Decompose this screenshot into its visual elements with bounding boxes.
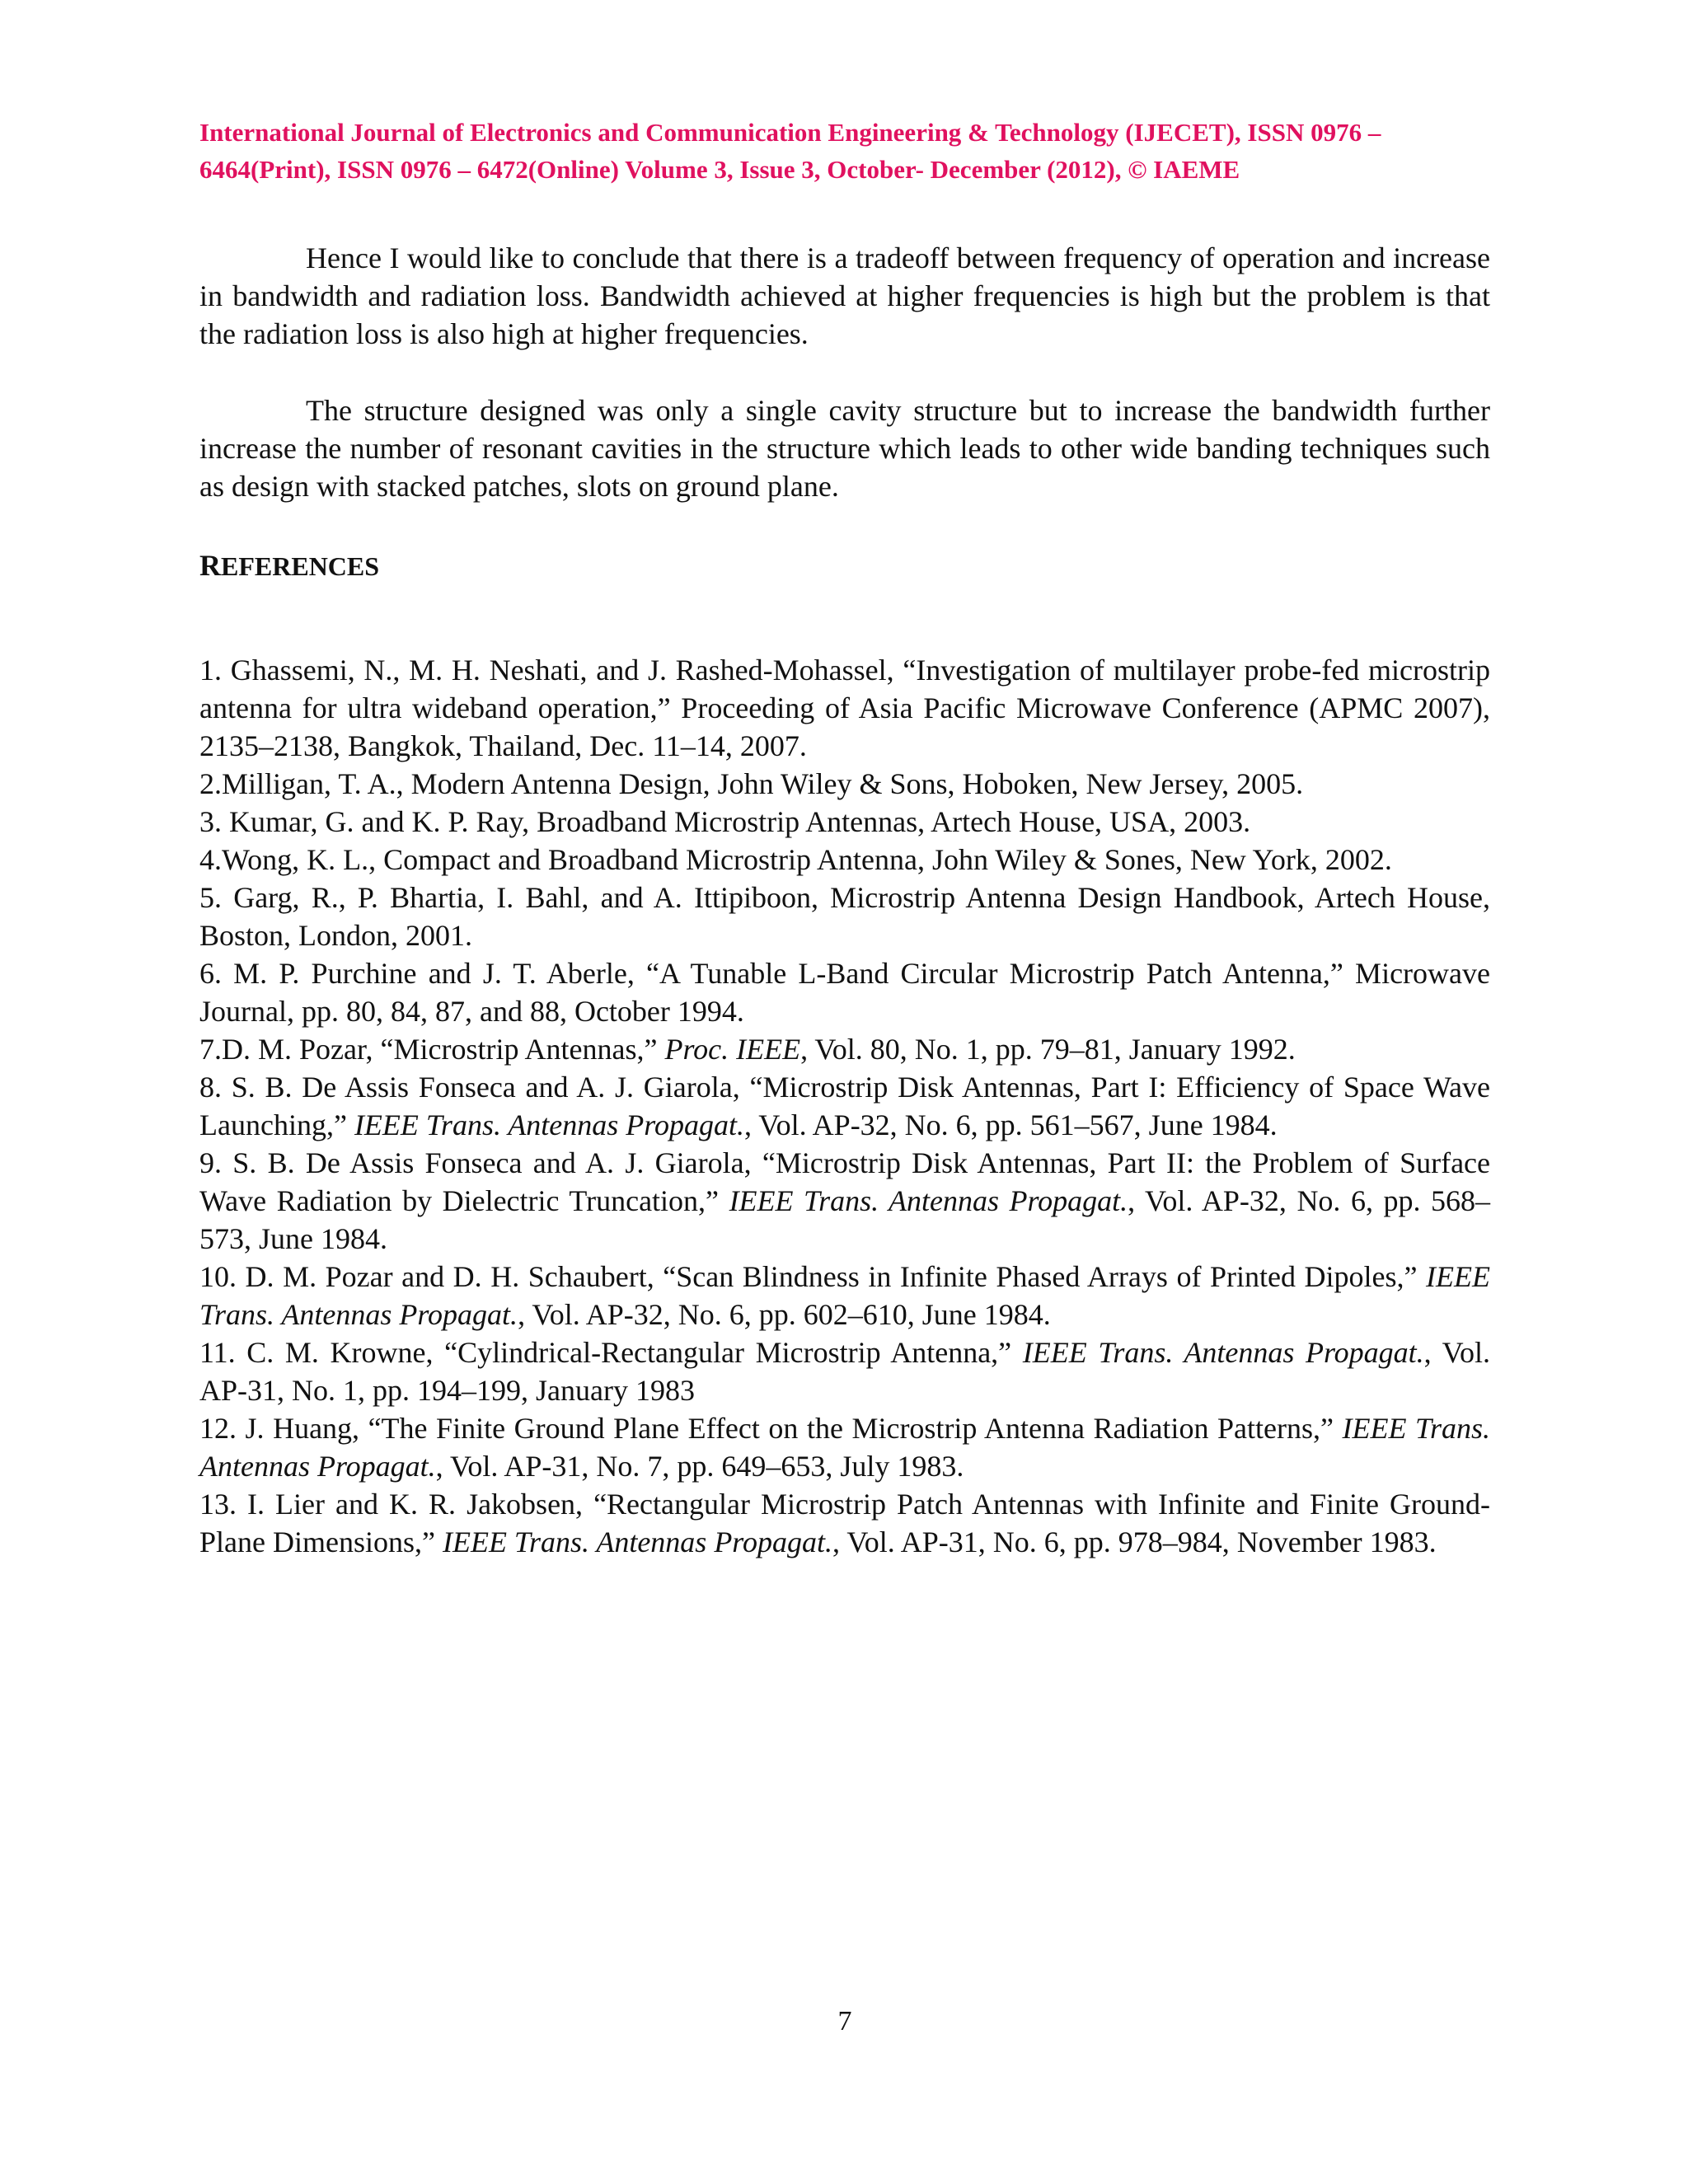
journal-header xyxy=(199,114,1490,188)
reference-item-13-details: , Vol. AP-31, No. 6, pp. 978–984, November 1983. xyxy=(832,1526,1437,1558)
reference-item-13-text: 13. I. Lier and K. R. Jakobsen, “Rectangular Microstrip Patch Antennas with Infinite and Finite Ground-Plane Dimensions,” xyxy=(199,1488,1490,1558)
reference-item-12-text: 12. J. Huang, “The Finite Ground Plane Effect on the Microstrip Antenna Radiation Patterns,” xyxy=(199,1412,1343,1445)
journal-header-line-2: 6464(Print), ISSN 0976 – 6472(Online) Volume 3, Issue 3, October- December (2012), © IAEME xyxy=(199,155,1240,184)
reference-item-1: 1. Ghassemi, N., M. H. Neshati, and J. Rashed-Mohassel, “Investigation of multilayer probe-fed microstrip antenna for ultra wideband operation,” Proceeding of Asia Pacific Microwave Conference (APMC 2007), 2135–2138, Bangkok, Thailand, Dec. 11–14, 2007. xyxy=(199,654,1490,762)
reference-item-11 xyxy=(199,1333,1490,1409)
reference-item-8 xyxy=(199,1068,1490,1144)
reference-item-9-journal: IEEE Trans. Antennas Propagat. xyxy=(729,1184,1128,1217)
reference-item-8-details: , Vol. AP-32, No. 6, pp. 561–567, June 1984. xyxy=(743,1108,1278,1141)
journal-header-line-1: International Journal of Electronics and Communication Engineering & Technology (IJECET), ISSN 0976 – xyxy=(199,118,1381,147)
reference-item-9 xyxy=(199,1144,1490,1258)
reference-item-7-details: , Vol. 80, No. 1, pp. 79–81, January 1992. xyxy=(800,1033,1296,1066)
reference-item-8-text: 8. S. B. De Assis Fonseca and A. J. Giarola, “Microstrip Disk Antennas, Part I: Efficiency of Space Wave Launching,” xyxy=(199,1071,1490,1141)
reference-item-3: 3. Kumar, G. and K. P. Ray, Broadband Microstrip Antennas, Artech House, USA, 2003. xyxy=(199,805,1251,838)
reference-item-2: 2.Milligan, T. A., Modern Antenna Design, John Wiley & Sons, Hoboken, New Jersey, 2005. xyxy=(199,767,1304,800)
reference-item-12-details: , Vol. AP-31, No. 7, pp. 649–653, July 1983. xyxy=(435,1450,964,1483)
reference-item-7 xyxy=(199,1030,1490,1068)
reference-item-8-journal: IEEE Trans. Antennas Propagat. xyxy=(354,1108,744,1141)
reference-item-11-journal: IEEE Trans. Antennas Propagat. xyxy=(1022,1336,1424,1369)
conclusion-paragraph-2: The structure designed was only a single cavity structure but to increase the bandwidth further increase the number of resonant cavities in the structure which leads to other wide banding techniques such as design with stacked patches, slots on ground plane. xyxy=(199,394,1490,503)
reference-item-12 xyxy=(199,1409,1490,1485)
reference-item-10-details: , Vol. AP-32, No. 6, pp. 602–610, June 1984. xyxy=(518,1298,1051,1331)
references-heading-rest: EFERENCES xyxy=(221,551,380,581)
reference-item-10 xyxy=(199,1258,1490,1333)
reference-item-9-text: 9. S. B. De Assis Fonseca and A. J. Giarola, “Microstrip Disk Antennas, Part II: the Problem of Surface Wave Radiation by Dielectric Truncation,” xyxy=(199,1146,1490,1217)
page-number: 7 xyxy=(837,2006,852,2036)
conclusion-paragraph-1: Hence I would like to conclude that there is a tradeoff between frequency of operation and increase in bandwidth and radiation loss. Bandwidth achieved at higher frequencies is high but the problem is that the radiation loss is also high at higher frequencies. xyxy=(199,241,1490,350)
reference-item-13 xyxy=(199,1485,1490,1561)
reference-item-12-journal: IEEE Trans. Antennas Propagat. xyxy=(199,1412,1491,1483)
reference-item-11-details: , Vol. AP-31, No. 1, pp. 194–199, January 1983 xyxy=(199,1336,1490,1407)
reference-item-13-journal: IEEE Trans. Antennas Propagat. xyxy=(442,1526,832,1558)
reference-item-7-journal: Proc. IEEE xyxy=(664,1033,801,1066)
reference-item-10-text: 10. D. M. Pozar and D. H. Schaubert, “Scan Blindness in Infinite Phased Arrays of Printed Dipoles,” xyxy=(199,1260,1427,1293)
reference-item-5: 5. Garg, R., P. Bhartia, I. Bahl, and A. Ittipiboon, Microstrip Antenna Design Handbook, Artech House, Boston, London, 2001. xyxy=(199,881,1490,952)
reference-item-10-journal: IEEE Trans. Antennas Propagat. xyxy=(199,1260,1490,1331)
reference-item-11-text: 11. C. M. Krowne, “Cylindrical-Rectangular Microstrip Antenna,” xyxy=(199,1336,1023,1369)
reference-list xyxy=(199,651,1490,1561)
reference-item-7-text: 7.D. M. Pozar, “Microstrip Antennas,” xyxy=(199,1033,665,1066)
reference-item-9-details: , Vol. AP-32, No. 6, pp. 568–573, June 1984. xyxy=(199,1184,1491,1255)
reference-item-4: 4.Wong, K. L., Compact and Broadband Microstrip Antenna, John Wiley & Sones, New York, 2002. xyxy=(199,843,1392,876)
reference-item-6: 6. M. P. Purchine and J. T. Aberle, “A Tunable L-Band Circular Microstrip Patch Antenna,” Microwave Journal, pp. 80, 84, 87, and 88, October 1994. xyxy=(199,957,1490,1028)
references-heading xyxy=(199,547,379,584)
references-heading-initial: R xyxy=(199,549,221,582)
